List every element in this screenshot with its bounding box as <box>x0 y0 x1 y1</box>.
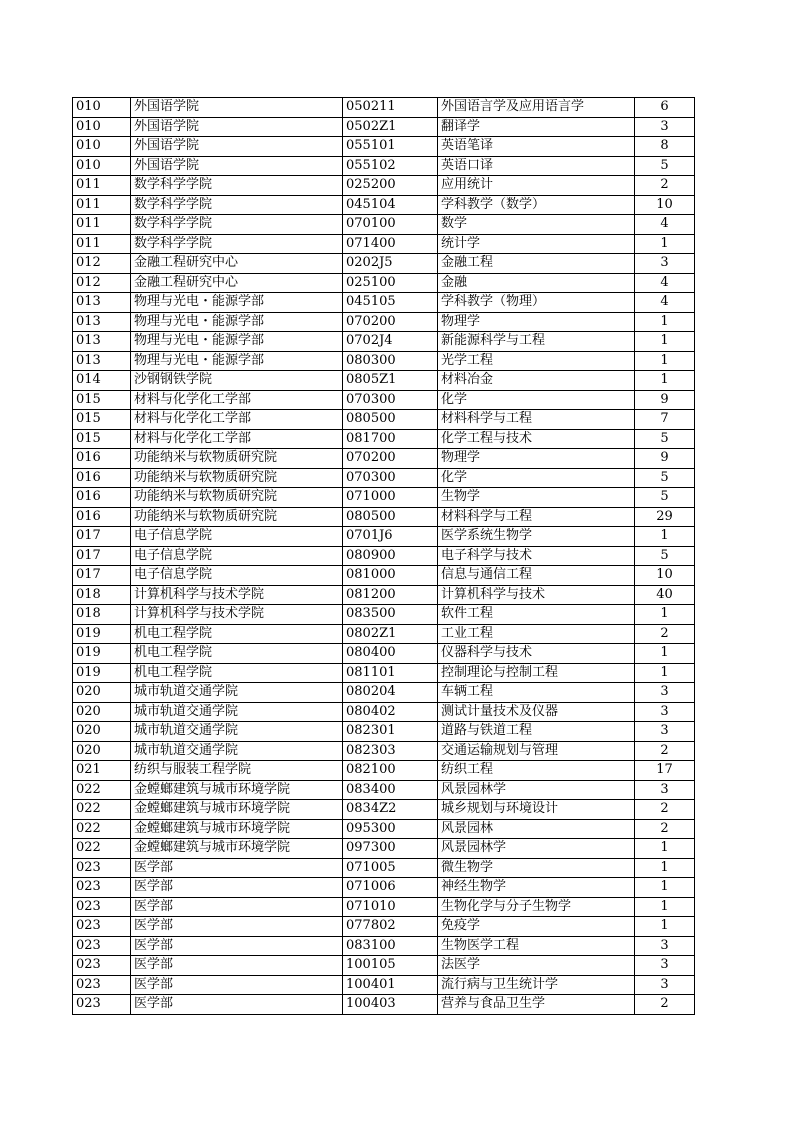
major-code-cell: 100401 <box>343 975 438 995</box>
quota-cell: 1 <box>635 878 695 898</box>
quota-cell: 1 <box>635 897 695 917</box>
major-name-cell: 电子科学与技术 <box>438 546 635 566</box>
college-code-cell: 017 <box>73 527 131 547</box>
college-name-cell: 物理与光电・能源学部 <box>131 332 343 352</box>
college-code-cell: 019 <box>73 624 131 644</box>
quota-cell: 5 <box>635 546 695 566</box>
quota-cell: 3 <box>635 254 695 274</box>
college-name-cell: 沙钢钢铁学院 <box>131 371 343 391</box>
college-name-cell: 物理与光电・能源学部 <box>131 293 343 313</box>
college-code-cell: 021 <box>73 761 131 781</box>
table-row <box>73 819 695 839</box>
quota-cell: 4 <box>635 293 695 313</box>
quota-cell: 9 <box>635 449 695 469</box>
college-code-cell: 020 <box>73 702 131 722</box>
college-name-cell: 医学部 <box>131 936 343 956</box>
college-code-cell: 013 <box>73 351 131 371</box>
major-code-cell: 0802Z1 <box>343 624 438 644</box>
major-name-cell: 英语笔译 <box>438 137 635 157</box>
quota-cell: 1 <box>635 663 695 683</box>
college-name-cell: 城市轨道交通学院 <box>131 683 343 703</box>
college-name-cell: 电子信息学院 <box>131 527 343 547</box>
college-name-cell: 医学部 <box>131 917 343 937</box>
major-code-cell: 095300 <box>343 819 438 839</box>
major-name-cell: 数学 <box>438 215 635 235</box>
major-name-cell: 测试计量技术及仪器 <box>438 702 635 722</box>
major-code-cell: 083400 <box>343 780 438 800</box>
college-name-cell: 数学科学学院 <box>131 176 343 196</box>
table-row <box>73 312 695 332</box>
college-name-cell: 金螳螂建筑与城市环境学院 <box>131 819 343 839</box>
college-code-cell: 019 <box>73 663 131 683</box>
table-row <box>73 254 695 274</box>
college-name-cell: 功能纳米与软物质研究院 <box>131 449 343 469</box>
major-name-cell: 计算机科学与技术 <box>438 585 635 605</box>
college-name-cell: 计算机科学与技术学院 <box>131 605 343 625</box>
college-name-cell: 医学部 <box>131 897 343 917</box>
college-code-cell: 016 <box>73 507 131 527</box>
college-name-cell: 金螳螂建筑与城市环境学院 <box>131 800 343 820</box>
college-code-cell: 013 <box>73 332 131 352</box>
major-name-cell: 软件工程 <box>438 605 635 625</box>
major-name-cell: 金融工程 <box>438 254 635 274</box>
table-row <box>73 215 695 235</box>
major-code-cell: 100403 <box>343 995 438 1015</box>
table-row <box>73 878 695 898</box>
major-code-cell: 070200 <box>343 312 438 332</box>
major-name-cell: 金融 <box>438 273 635 293</box>
major-name-cell: 纺织工程 <box>438 761 635 781</box>
college-code-cell: 023 <box>73 897 131 917</box>
major-code-cell: 080402 <box>343 702 438 722</box>
college-name-cell: 材料与化学化工学部 <box>131 390 343 410</box>
major-code-cell: 070100 <box>343 215 438 235</box>
college-code-cell: 015 <box>73 410 131 430</box>
table-row <box>73 98 695 118</box>
college-name-cell: 机电工程学院 <box>131 644 343 664</box>
table-row <box>73 995 695 1015</box>
quota-cell: 3 <box>635 683 695 703</box>
major-name-cell: 仪器科学与技术 <box>438 644 635 664</box>
major-name-cell: 材料冶金 <box>438 371 635 391</box>
table-row <box>73 488 695 508</box>
table-row <box>73 137 695 157</box>
college-code-cell: 020 <box>73 722 131 742</box>
quota-cell: 1 <box>635 644 695 664</box>
quota-cell: 1 <box>635 234 695 254</box>
college-code-cell: 016 <box>73 468 131 488</box>
table-row <box>73 761 695 781</box>
college-name-cell: 外国语学院 <box>131 156 343 176</box>
table-row <box>73 722 695 742</box>
major-name-cell: 免疫学 <box>438 917 635 937</box>
major-code-cell: 081000 <box>343 566 438 586</box>
major-name-cell: 光学工程 <box>438 351 635 371</box>
quota-cell: 7 <box>635 410 695 430</box>
table-row <box>73 702 695 722</box>
table-row <box>73 156 695 176</box>
major-code-cell: 0202J5 <box>343 254 438 274</box>
quota-cell: 3 <box>635 936 695 956</box>
major-code-cell: 080900 <box>343 546 438 566</box>
college-code-cell: 016 <box>73 488 131 508</box>
table-row <box>73 546 695 566</box>
college-name-cell: 城市轨道交通学院 <box>131 741 343 761</box>
major-name-cell: 风景园林 <box>438 819 635 839</box>
college-code-cell: 019 <box>73 644 131 664</box>
college-name-cell: 金螳螂建筑与城市环境学院 <box>131 839 343 859</box>
major-code-cell: 0805Z1 <box>343 371 438 391</box>
college-name-cell: 数学科学学院 <box>131 234 343 254</box>
major-name-cell: 医学系统生物学 <box>438 527 635 547</box>
college-name-cell: 机电工程学院 <box>131 624 343 644</box>
major-name-cell: 英语口译 <box>438 156 635 176</box>
major-code-cell: 080500 <box>343 410 438 430</box>
major-name-cell: 法医学 <box>438 956 635 976</box>
major-code-cell: 080204 <box>343 683 438 703</box>
college-name-cell: 数学科学学院 <box>131 195 343 215</box>
major-code-cell: 081200 <box>343 585 438 605</box>
table-row <box>73 507 695 527</box>
college-name-cell: 电子信息学院 <box>131 546 343 566</box>
quota-cell: 1 <box>635 527 695 547</box>
college-code-cell: 018 <box>73 605 131 625</box>
table-row <box>73 176 695 196</box>
major-code-cell: 071010 <box>343 897 438 917</box>
table-row <box>73 839 695 859</box>
table-row <box>73 858 695 878</box>
quota-cell: 9 <box>635 390 695 410</box>
quota-cell: 2 <box>635 800 695 820</box>
college-name-cell: 功能纳米与软物质研究院 <box>131 507 343 527</box>
major-name-cell: 风景园林学 <box>438 780 635 800</box>
major-name-cell: 生物医学工程 <box>438 936 635 956</box>
college-code-cell: 022 <box>73 780 131 800</box>
college-code-cell: 010 <box>73 156 131 176</box>
college-name-cell: 物理与光电・能源学部 <box>131 351 343 371</box>
table-row <box>73 273 695 293</box>
major-name-cell: 物理学 <box>438 312 635 332</box>
major-code-cell: 0702J4 <box>343 332 438 352</box>
quota-cell: 2 <box>635 819 695 839</box>
table-row <box>73 624 695 644</box>
quota-cell: 1 <box>635 351 695 371</box>
quota-cell: 5 <box>635 156 695 176</box>
major-name-cell: 工业工程 <box>438 624 635 644</box>
quota-cell: 17 <box>635 761 695 781</box>
college-code-cell: 023 <box>73 878 131 898</box>
quota-cell: 1 <box>635 917 695 937</box>
major-code-cell: 0502Z1 <box>343 117 438 137</box>
quota-cell: 1 <box>635 858 695 878</box>
college-code-cell: 013 <box>73 293 131 313</box>
quota-cell: 8 <box>635 137 695 157</box>
college-code-cell: 012 <box>73 273 131 293</box>
college-code-cell: 011 <box>73 215 131 235</box>
quota-cell: 3 <box>635 956 695 976</box>
college-name-cell: 材料与化学化工学部 <box>131 410 343 430</box>
college-name-cell: 功能纳米与软物质研究院 <box>131 468 343 488</box>
major-code-cell: 055101 <box>343 137 438 157</box>
quota-cell: 3 <box>635 702 695 722</box>
table-row <box>73 371 695 391</box>
college-code-cell: 023 <box>73 936 131 956</box>
major-code-cell: 045104 <box>343 195 438 215</box>
table-row <box>73 897 695 917</box>
quota-cell: 3 <box>635 117 695 137</box>
major-code-cell: 070200 <box>343 449 438 469</box>
quota-cell: 3 <box>635 975 695 995</box>
major-name-cell: 材料科学与工程 <box>438 410 635 430</box>
college-name-cell: 功能纳米与软物质研究院 <box>131 488 343 508</box>
major-name-cell: 物理学 <box>438 449 635 469</box>
college-code-cell: 017 <box>73 546 131 566</box>
table-row <box>73 468 695 488</box>
college-code-cell: 022 <box>73 800 131 820</box>
enrollment-table <box>72 97 695 1015</box>
college-code-cell: 010 <box>73 137 131 157</box>
major-code-cell: 071000 <box>343 488 438 508</box>
major-name-cell: 城乡规划与环境设计 <box>438 800 635 820</box>
table-row <box>73 975 695 995</box>
college-code-cell: 010 <box>73 117 131 137</box>
quota-cell: 2 <box>635 624 695 644</box>
major-name-cell: 营养与食品卫生学 <box>438 995 635 1015</box>
quota-cell: 5 <box>635 488 695 508</box>
major-name-cell: 流行病与卫生统计学 <box>438 975 635 995</box>
major-code-cell: 077802 <box>343 917 438 937</box>
table-row <box>73 390 695 410</box>
major-name-cell: 翻译学 <box>438 117 635 137</box>
table-row <box>73 195 695 215</box>
major-code-cell: 0834Z2 <box>343 800 438 820</box>
quota-cell: 5 <box>635 429 695 449</box>
quota-cell: 3 <box>635 722 695 742</box>
major-name-cell: 学科教学（物理） <box>438 293 635 313</box>
table-row <box>73 644 695 664</box>
major-code-cell: 082301 <box>343 722 438 742</box>
quota-cell: 10 <box>635 566 695 586</box>
major-name-cell: 信息与通信工程 <box>438 566 635 586</box>
quota-cell: 1 <box>635 312 695 332</box>
major-name-cell: 外国语言学及应用语言学 <box>438 98 635 118</box>
college-name-cell: 物理与光电・能源学部 <box>131 312 343 332</box>
college-code-cell: 020 <box>73 683 131 703</box>
table-row <box>73 332 695 352</box>
college-name-cell: 计算机科学与技术学院 <box>131 585 343 605</box>
quota-cell: 2 <box>635 176 695 196</box>
quota-cell: 1 <box>635 839 695 859</box>
major-name-cell: 道路与铁道工程 <box>438 722 635 742</box>
table-row <box>73 741 695 761</box>
major-code-cell: 082303 <box>343 741 438 761</box>
college-name-cell: 电子信息学院 <box>131 566 343 586</box>
table-row <box>73 585 695 605</box>
table-row <box>73 234 695 254</box>
major-code-cell: 083500 <box>343 605 438 625</box>
major-code-cell: 083100 <box>343 936 438 956</box>
major-code-cell: 097300 <box>343 839 438 859</box>
college-code-cell: 017 <box>73 566 131 586</box>
college-code-cell: 023 <box>73 995 131 1015</box>
table-row <box>73 429 695 449</box>
college-name-cell: 金融工程研究中心 <box>131 273 343 293</box>
college-name-cell: 纺织与服装工程学院 <box>131 761 343 781</box>
table-row <box>73 449 695 469</box>
major-name-cell: 学科教学（数学） <box>438 195 635 215</box>
major-code-cell: 082100 <box>343 761 438 781</box>
college-name-cell: 机电工程学院 <box>131 663 343 683</box>
major-code-cell: 071400 <box>343 234 438 254</box>
major-name-cell: 交通运输规划与管理 <box>438 741 635 761</box>
college-name-cell: 外国语学院 <box>131 137 343 157</box>
college-code-cell: 011 <box>73 234 131 254</box>
table-row <box>73 527 695 547</box>
major-code-cell: 080300 <box>343 351 438 371</box>
quota-cell: 3 <box>635 780 695 800</box>
college-code-cell: 015 <box>73 390 131 410</box>
college-code-cell: 011 <box>73 176 131 196</box>
quota-cell: 10 <box>635 195 695 215</box>
major-name-cell: 化学 <box>438 468 635 488</box>
college-name-cell: 金融工程研究中心 <box>131 254 343 274</box>
table-row <box>73 663 695 683</box>
table-row <box>73 410 695 430</box>
table-row <box>73 605 695 625</box>
major-code-cell: 071005 <box>343 858 438 878</box>
college-name-cell: 城市轨道交通学院 <box>131 702 343 722</box>
major-code-cell: 080400 <box>343 644 438 664</box>
college-name-cell: 外国语学院 <box>131 98 343 118</box>
college-name-cell: 数学科学学院 <box>131 215 343 235</box>
table-row <box>73 293 695 313</box>
quota-cell: 1 <box>635 332 695 352</box>
college-code-cell: 022 <box>73 839 131 859</box>
college-code-cell: 015 <box>73 429 131 449</box>
major-code-cell: 080500 <box>343 507 438 527</box>
major-name-cell: 统计学 <box>438 234 635 254</box>
quota-cell: 5 <box>635 468 695 488</box>
major-name-cell: 生物化学与分子生物学 <box>438 897 635 917</box>
major-code-cell: 071006 <box>343 878 438 898</box>
major-code-cell: 025100 <box>343 273 438 293</box>
college-code-cell: 012 <box>73 254 131 274</box>
major-name-cell: 风景园林学 <box>438 839 635 859</box>
college-code-cell: 023 <box>73 975 131 995</box>
major-name-cell: 化学工程与技术 <box>438 429 635 449</box>
college-name-cell: 医学部 <box>131 975 343 995</box>
college-code-cell: 010 <box>73 98 131 118</box>
college-code-cell: 014 <box>73 371 131 391</box>
college-code-cell: 023 <box>73 956 131 976</box>
quota-cell: 6 <box>635 98 695 118</box>
quota-cell: 1 <box>635 371 695 391</box>
table-row <box>73 566 695 586</box>
major-code-cell: 025200 <box>343 176 438 196</box>
college-name-cell: 医学部 <box>131 956 343 976</box>
college-code-cell: 016 <box>73 449 131 469</box>
major-code-cell: 081101 <box>343 663 438 683</box>
table-row <box>73 780 695 800</box>
quota-cell: 4 <box>635 273 695 293</box>
major-code-cell: 050211 <box>343 98 438 118</box>
major-name-cell: 新能源科学与工程 <box>438 332 635 352</box>
table-row <box>73 956 695 976</box>
table-row <box>73 917 695 937</box>
major-code-cell: 070300 <box>343 390 438 410</box>
table-row <box>73 351 695 371</box>
quota-cell: 4 <box>635 215 695 235</box>
major-name-cell: 应用统计 <box>438 176 635 196</box>
quota-cell: 2 <box>635 995 695 1015</box>
college-code-cell: 018 <box>73 585 131 605</box>
major-name-cell: 生物学 <box>438 488 635 508</box>
college-name-cell: 医学部 <box>131 858 343 878</box>
college-name-cell: 外国语学院 <box>131 117 343 137</box>
college-name-cell: 医学部 <box>131 878 343 898</box>
major-code-cell: 0701J6 <box>343 527 438 547</box>
college-name-cell: 金螳螂建筑与城市环境学院 <box>131 780 343 800</box>
table-row <box>73 117 695 137</box>
major-name-cell: 材料科学与工程 <box>438 507 635 527</box>
table-row <box>73 800 695 820</box>
table-row <box>73 683 695 703</box>
major-code-cell: 100105 <box>343 956 438 976</box>
college-name-cell: 医学部 <box>131 995 343 1015</box>
college-code-cell: 022 <box>73 819 131 839</box>
major-name-cell: 神经生物学 <box>438 878 635 898</box>
major-name-cell: 微生物学 <box>438 858 635 878</box>
college-code-cell: 023 <box>73 917 131 937</box>
major-name-cell: 车辆工程 <box>438 683 635 703</box>
college-code-cell: 011 <box>73 195 131 215</box>
college-code-cell: 023 <box>73 858 131 878</box>
table-row <box>73 936 695 956</box>
college-code-cell: 020 <box>73 741 131 761</box>
major-code-cell: 081700 <box>343 429 438 449</box>
quota-cell: 1 <box>635 605 695 625</box>
major-code-cell: 070300 <box>343 468 438 488</box>
major-name-cell: 控制理论与控制工程 <box>438 663 635 683</box>
college-name-cell: 材料与化学化工学部 <box>131 429 343 449</box>
college-code-cell: 013 <box>73 312 131 332</box>
college-name-cell: 城市轨道交通学院 <box>131 722 343 742</box>
major-code-cell: 045105 <box>343 293 438 313</box>
quota-cell: 40 <box>635 585 695 605</box>
quota-cell: 29 <box>635 507 695 527</box>
major-name-cell: 化学 <box>438 390 635 410</box>
quota-cell: 2 <box>635 741 695 761</box>
table-body <box>73 98 695 1015</box>
major-code-cell: 055102 <box>343 156 438 176</box>
